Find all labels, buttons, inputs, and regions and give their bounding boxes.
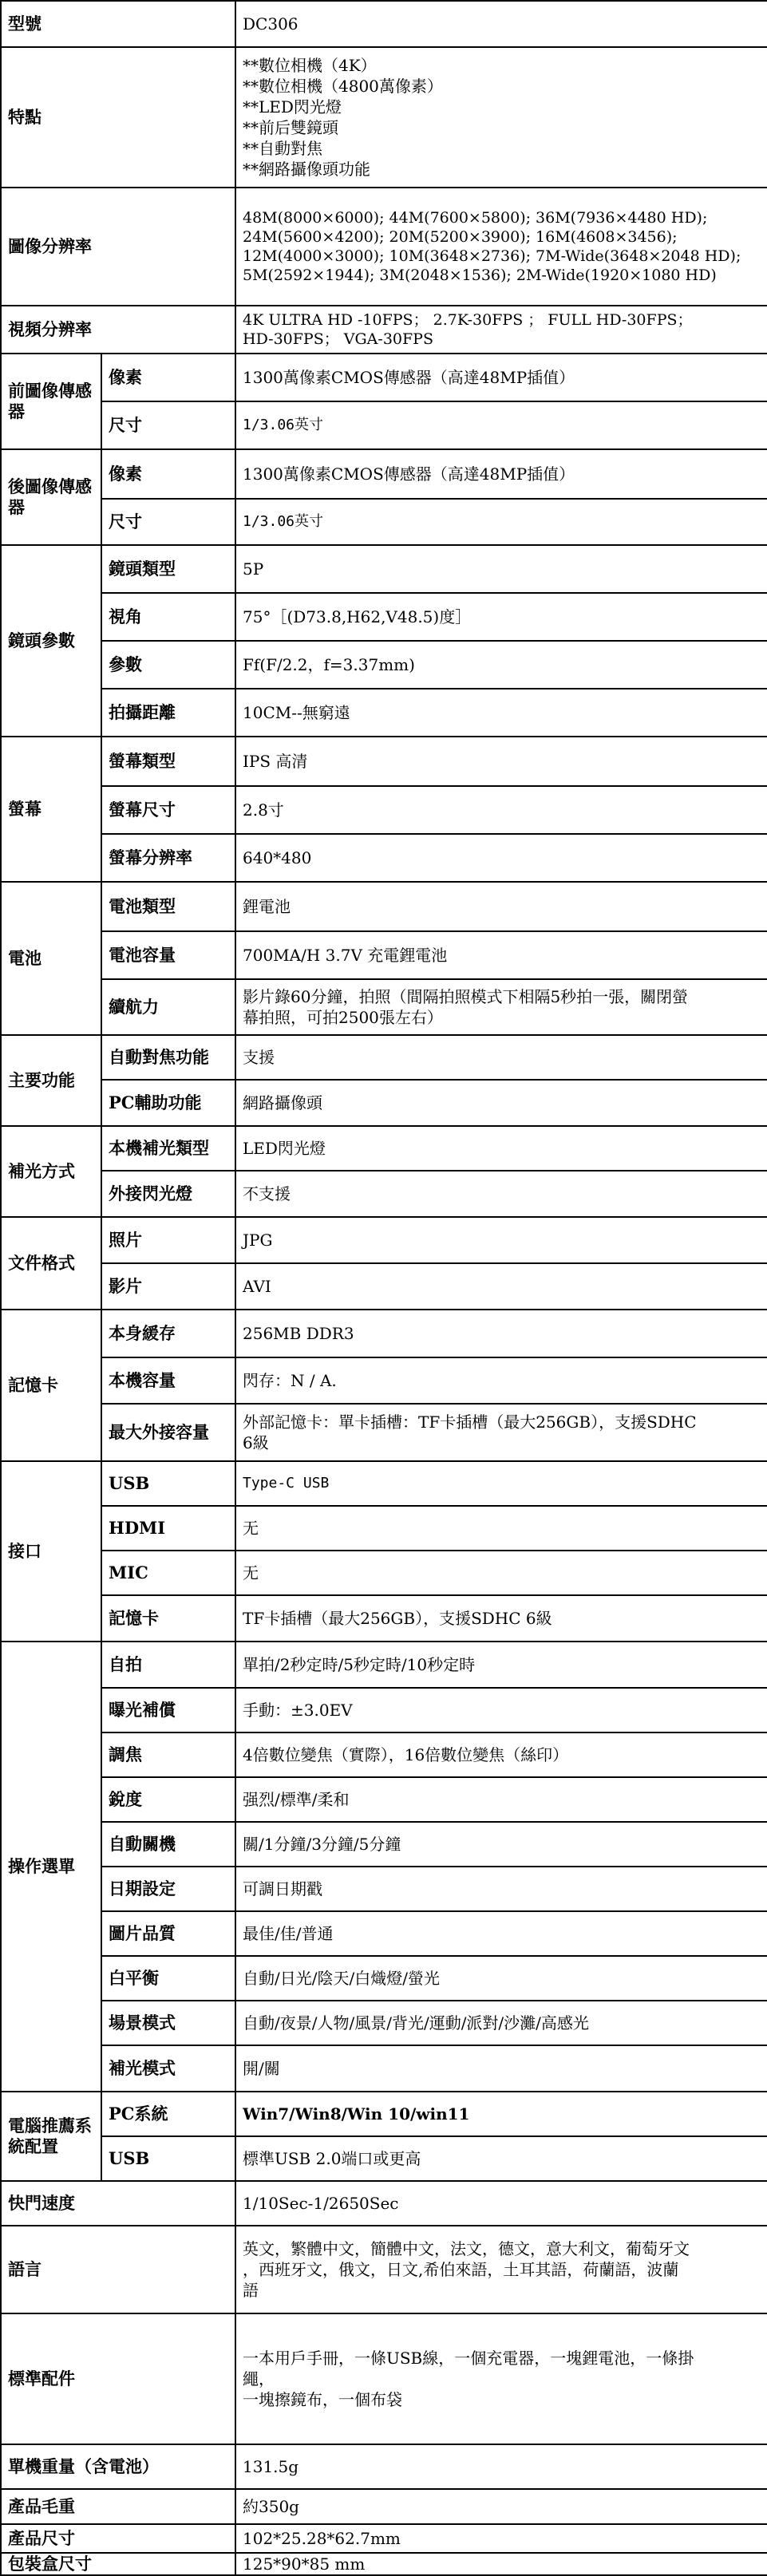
spec-value (235, 1357, 767, 1404)
spec-sub-label: 像素 (101, 354, 235, 401)
spec-sub-label: 日期設定 (101, 1867, 235, 1911)
spec-row (1, 1956, 767, 2001)
spec-sub-label: 像素 (101, 449, 235, 499)
spec-sub-label: 鏡頭類型 (101, 545, 235, 593)
spec-value (235, 1404, 767, 1461)
spec-row (1, 1777, 767, 1822)
spec-value (235, 786, 767, 834)
spec-label: 視頻分辨率 (1, 306, 235, 354)
spec-value-line: **數位相機（4K） (243, 56, 377, 75)
spec-sub-label: 螢幕類型 (101, 737, 235, 786)
spec-sub-label: 尺寸 (101, 401, 235, 449)
spec-sub-label: 自動對焦功能 (101, 1035, 235, 1080)
spec-value (235, 641, 767, 689)
spec-value-line: 1/3.06英寸 (243, 513, 324, 530)
spec-value (235, 1551, 767, 1595)
spec-row (1, 1, 767, 47)
spec-row (1, 1263, 767, 1310)
spec-value-line: 4K ULTRA HD -10FPS； 2.7K-30FPS ； FULL HD-30FPS； (243, 311, 693, 329)
spec-label: 特點 (1, 47, 235, 188)
spec-sub-label: 銳度 (101, 1777, 235, 1822)
spec-value-line: IPS 高清 (243, 752, 308, 771)
spec-value-line: 單拍/2秒定時/5秒定時/10秒定時 (243, 1655, 476, 1674)
spec-label: 標準配件 (1, 2313, 235, 2444)
spec-value (235, 2524, 767, 2553)
spec-value-line: 標準USB 2.0端口或更高 (243, 2149, 421, 2168)
spec-value-line: 强烈/標準/柔和 (243, 1790, 350, 1809)
spec-value-line: 影片錄60分鐘，拍照（間隔拍照模式下相隔5秒拍一張，關閉螢 (243, 987, 689, 1006)
spec-label: 產品毛重 (1, 2489, 235, 2524)
spec-label: 快門速度 (1, 2181, 235, 2226)
spec-row (1, 449, 767, 499)
spec-value-line: 131.5g (243, 2457, 299, 2476)
spec-value-line: 1300萬像素CMOS傳感器（高達48MP插值） (243, 368, 575, 387)
spec-value (235, 2181, 767, 2226)
spec-group-label: 電腦推薦系統配置 (1, 2092, 101, 2181)
spec-sub-label: 自拍 (101, 1642, 235, 1688)
spec-value (235, 2136, 767, 2181)
spec-value-line: 開/關 (243, 2059, 280, 2078)
spec-sub-label: 影片 (101, 1263, 235, 1310)
spec-row (1, 2553, 767, 2575)
spec-value-line: 繩， (243, 2369, 275, 2388)
spec-value (235, 1732, 767, 1777)
spec-row (1, 1867, 767, 1911)
spec-row (1, 1080, 767, 1126)
spec-value-line: 1/3.06英寸 (243, 417, 324, 433)
spec-row (1, 306, 767, 354)
spec-value (235, 401, 767, 449)
spec-group-label: 操作選單 (1, 1642, 101, 2092)
spec-group-label: 鏡頭參數 (1, 545, 101, 737)
spec-row (1, 1822, 767, 1867)
spec-row (1, 737, 767, 786)
spec-row (1, 882, 767, 931)
spec-row (1, 1911, 767, 1956)
spec-value (235, 2313, 767, 2444)
spec-row (1, 1035, 767, 1080)
spec-row (1, 1404, 767, 1461)
spec-row (1, 47, 767, 188)
spec-row (1, 401, 767, 449)
spec-row (1, 1310, 767, 1357)
spec-sub-label: 電池容量 (101, 931, 235, 979)
spec-sub-label: 本機補光類型 (101, 1126, 235, 1171)
spec-value (235, 689, 767, 737)
spec-group-label: 接口 (1, 1461, 101, 1642)
spec-value (235, 1911, 767, 1956)
spec-value-line: 一塊擦鏡布，一個布袋 (243, 2390, 402, 2409)
spec-value-line: DC306 (243, 14, 298, 34)
spec-value-line: 自動/日光/陰天/白熾燈/螢光 (243, 1969, 440, 1988)
spec-row (1, 2001, 767, 2045)
spec-value-line: **數位相機（4800萬像素） (243, 77, 443, 96)
spec-row (1, 641, 767, 689)
spec-row (1, 354, 767, 401)
spec-value (235, 1217, 767, 1263)
spec-value-line: 幕拍照，可拍2500張左右） (243, 1008, 443, 1027)
spec-value-line: 256MB DDR3 (243, 1324, 354, 1343)
spec-sub-label: 記憶卡 (101, 1595, 235, 1642)
spec-row (1, 2444, 767, 2489)
spec-label: 包裝盒尺寸 (1, 2553, 235, 2575)
spec-value (235, 1310, 767, 1357)
spec-value-line: 外部記憶卡：單卡插槽：TF卡插槽（最大256GB），支援SDHC (243, 1412, 697, 1432)
spec-row (1, 1688, 767, 1732)
spec-row (1, 2313, 767, 2444)
spec-value (235, 47, 767, 188)
spec-sub-label: 照片 (101, 1217, 235, 1263)
spec-row (1, 1171, 767, 1217)
spec-value (235, 1777, 767, 1822)
spec-group-label: 補光方式 (1, 1126, 101, 1217)
spec-value-line: 75°［(D73.8,H62,V48.5)度］ (243, 607, 472, 626)
spec-sub-label: 拍攝距離 (101, 689, 235, 737)
spec-value-line: 不支援 (243, 1184, 291, 1203)
spec-row (1, 1357, 767, 1404)
spec-sub-label: 本機容量 (101, 1357, 235, 1404)
spec-sub-label: HDMI (101, 1506, 235, 1551)
spec-value-line: 語 (243, 2281, 259, 2300)
spec-row (1, 2181, 767, 2226)
spec-group-label: 記憶卡 (1, 1310, 101, 1461)
spec-row (1, 1595, 767, 1642)
spec-value-line: Type-C USB (243, 1475, 330, 1491)
spec-sub-label: 最大外接容量 (101, 1404, 235, 1461)
spec-row (1, 1506, 767, 1551)
spec-value (235, 2045, 767, 2092)
spec-value-line: 1300萬像素CMOS傳感器（高達48MP插值） (243, 464, 575, 484)
spec-value-line: 自動/夜景/人物/風景/背光/運動/派對/沙灘/高感光 (243, 2013, 589, 2033)
spec-value-line: HD-30FPS； VGA-30FPS (243, 330, 433, 348)
spec-sub-label: 螢幕尺寸 (101, 786, 235, 834)
spec-group-label: 前圖像傳感器 (1, 354, 101, 449)
spec-label: 語言 (1, 2226, 235, 2313)
spec-sub-label: 場景模式 (101, 2001, 235, 2045)
spec-value-line: 640*480 (243, 848, 312, 867)
spec-sub-label: PC系統 (101, 2092, 235, 2136)
spec-row (1, 2136, 767, 2181)
spec-row (1, 1126, 767, 1171)
spec-row (1, 786, 767, 834)
spec-sub-label: 螢幕分辨率 (101, 834, 235, 882)
spec-value (235, 2092, 767, 2136)
spec-value-line: 12M(4000×3000); 10M(3648×2736); 7M-Wide(3648×2048 HD); (243, 247, 741, 265)
spec-label: 單機重量（含電池） (1, 2444, 235, 2489)
spec-value (235, 2226, 767, 2313)
spec-sub-label: 自動關機 (101, 1822, 235, 1867)
spec-group-label: 螢幕 (1, 737, 101, 882)
spec-value (235, 1080, 767, 1126)
spec-value (235, 1, 767, 47)
spec-row (1, 1461, 767, 1506)
spec-value (235, 2553, 767, 2575)
spec-value-line: 6級 (243, 1433, 269, 1452)
spec-value-line: 5M(2592×1944); 3M(2048×1536); 2M-Wide(1920×1080 HD) (243, 267, 717, 284)
spec-value-line: 2.8寸 (243, 800, 284, 820)
spec-value (235, 882, 767, 931)
spec-value-line: 48M(8000×6000); 44M(7600×5800); 36M(7936×4480 HD); (243, 209, 708, 227)
spec-label: 產品尺寸 (1, 2524, 235, 2553)
spec-value-line: 一本用戶手冊，一條USB線，一個充電器，一塊鋰電池，一條掛 (243, 2349, 694, 2368)
spec-sub-label: 圖片品質 (101, 1911, 235, 1956)
spec-row (1, 689, 767, 737)
spec-value (235, 1642, 767, 1688)
spec-value-line: 網路攝像頭 (243, 1093, 322, 1112)
spec-row (1, 1642, 767, 1688)
spec-value (235, 1595, 767, 1642)
spec-group-label: 主要功能 (1, 1035, 101, 1126)
spec-label: 圖像分辨率 (1, 188, 235, 306)
spec-sub-label: MIC (101, 1551, 235, 1595)
spec-sub-label: 本身緩存 (101, 1310, 235, 1357)
spec-value-line: **LED閃光燈 (243, 97, 342, 117)
spec-value (235, 499, 767, 545)
spec-row (1, 834, 767, 882)
spec-value (235, 1867, 767, 1911)
spec-value (235, 1126, 767, 1171)
spec-sub-label: 調焦 (101, 1732, 235, 1777)
spec-value (235, 1263, 767, 1310)
spec-row (1, 2226, 767, 2313)
spec-row (1, 593, 767, 641)
spec-value-line: 24M(5600×4200); 20M(5200×3900); 16M(4608×3456); (243, 228, 678, 246)
spec-value-line: LED閃光燈 (243, 1139, 326, 1158)
spec-row (1, 2092, 767, 2136)
spec-value-line: 700MA/H 3.7V 充電鋰電池 (243, 946, 448, 965)
spec-value (235, 1956, 767, 2001)
spec-sub-label: PC輔助功能 (101, 1080, 235, 1126)
spec-row (1, 2045, 767, 2092)
spec-value (235, 1461, 767, 1506)
spec-sub-label: 尺寸 (101, 499, 235, 545)
spec-row (1, 931, 767, 979)
spec-value (235, 931, 767, 979)
spec-value (235, 593, 767, 641)
spec-value-line: **網路攝像頭功能 (243, 160, 370, 179)
spec-row (1, 188, 767, 306)
spec-value (235, 306, 767, 354)
spec-sub-label: 曝光補償 (101, 1688, 235, 1732)
spec-value (235, 449, 767, 499)
spec-sub-label: 電池類型 (101, 882, 235, 931)
spec-value-line: 鋰電池 (243, 897, 291, 916)
spec-row (1, 545, 767, 593)
spec-value (235, 2489, 767, 2524)
spec-sub-label: 續航力 (101, 979, 235, 1035)
spec-sub-label: USB (101, 2136, 235, 2181)
spec-value-line: 閃存：N / A. (243, 1371, 337, 1390)
spec-value (235, 354, 767, 401)
spec-group-label: 電池 (1, 882, 101, 1035)
spec-sub-label: 補光模式 (101, 2045, 235, 2092)
spec-row (1, 1551, 767, 1595)
spec-value-line: 可調日期戳 (243, 1879, 322, 1898)
spec-value (235, 1822, 767, 1867)
spec-value-line: TF卡插槽（最大256GB），支援SDHC 6級 (243, 1609, 552, 1628)
spec-value (235, 1506, 767, 1551)
spec-label: 型號 (1, 1, 235, 47)
spec-table-body (1, 1, 767, 2575)
spec-row (1, 2489, 767, 2524)
spec-value-line: 支援 (243, 1048, 275, 1067)
spec-value-line: 約350g (243, 2497, 299, 2516)
spec-value-line: AVI (243, 1277, 271, 1296)
spec-value (235, 188, 767, 306)
spec-row (1, 1217, 767, 1263)
spec-sub-label: USB (101, 1461, 235, 1506)
spec-group-label: 後圖像傳感器 (1, 449, 101, 545)
spec-sub-label: 視角 (101, 593, 235, 641)
spec-value-line: Ff(F/2.2，f=3.37mm) (243, 655, 415, 674)
spec-value-line: 125*90*85 mm (243, 2554, 366, 2574)
spec-sub-label: 外接閃光燈 (101, 1171, 235, 1217)
spec-value-line: JPG (243, 1231, 273, 1250)
spec-value (235, 545, 767, 593)
spec-row (1, 499, 767, 545)
spec-value-line: 无 (243, 1519, 259, 1538)
spec-value (235, 1035, 767, 1080)
spec-value-line: 關/1分鐘/3分鐘/5分鐘 (243, 1835, 401, 1854)
spec-row (1, 2524, 767, 2553)
spec-value-line: 无 (243, 1563, 259, 1582)
spec-value-line: 手動：±3.0EV (243, 1701, 353, 1720)
spec-value-line: 英文，繁體中文，簡體中文，法文，德文，意大利文，葡萄牙文 (243, 2239, 690, 2258)
spec-row (1, 1732, 767, 1777)
spec-value-line: Win7/Win8/Win 10/win11 (243, 2104, 470, 2124)
spec-value-line: 5P (243, 559, 264, 579)
spec-value (235, 2001, 767, 2045)
spec-value (235, 2444, 767, 2489)
spec-value (235, 737, 767, 786)
spec-value-line: 最佳/佳/普通 (243, 1924, 334, 1943)
spec-row (1, 979, 767, 1035)
spec-value-line: 102*25.28*62.7mm (243, 2529, 401, 2548)
spec-value-line: **自動對焦 (243, 139, 322, 158)
spec-sub-label: 白平衡 (101, 1956, 235, 2001)
spec-value-line: **前后雙鏡頭 (243, 118, 338, 137)
spec-sub-label: 參數 (101, 641, 235, 689)
spec-value-line: 4倍數位變焦（實際），16倍數位變焦（絲印） (243, 1745, 569, 1764)
spec-group-label: 文件格式 (1, 1217, 101, 1310)
spec-value (235, 979, 767, 1035)
spec-value (235, 834, 767, 882)
spec-value-line: ，西班牙文，俄文，日文,希伯來語，土耳其語，荷蘭語，波蘭 (243, 2260, 679, 2279)
spec-value (235, 1171, 767, 1217)
spec-value-line: 10CM--無窮遠 (243, 703, 350, 722)
spec-value-line: 1/10Sec-1/2650Sec (243, 2194, 399, 2213)
spec-value (235, 1688, 767, 1732)
